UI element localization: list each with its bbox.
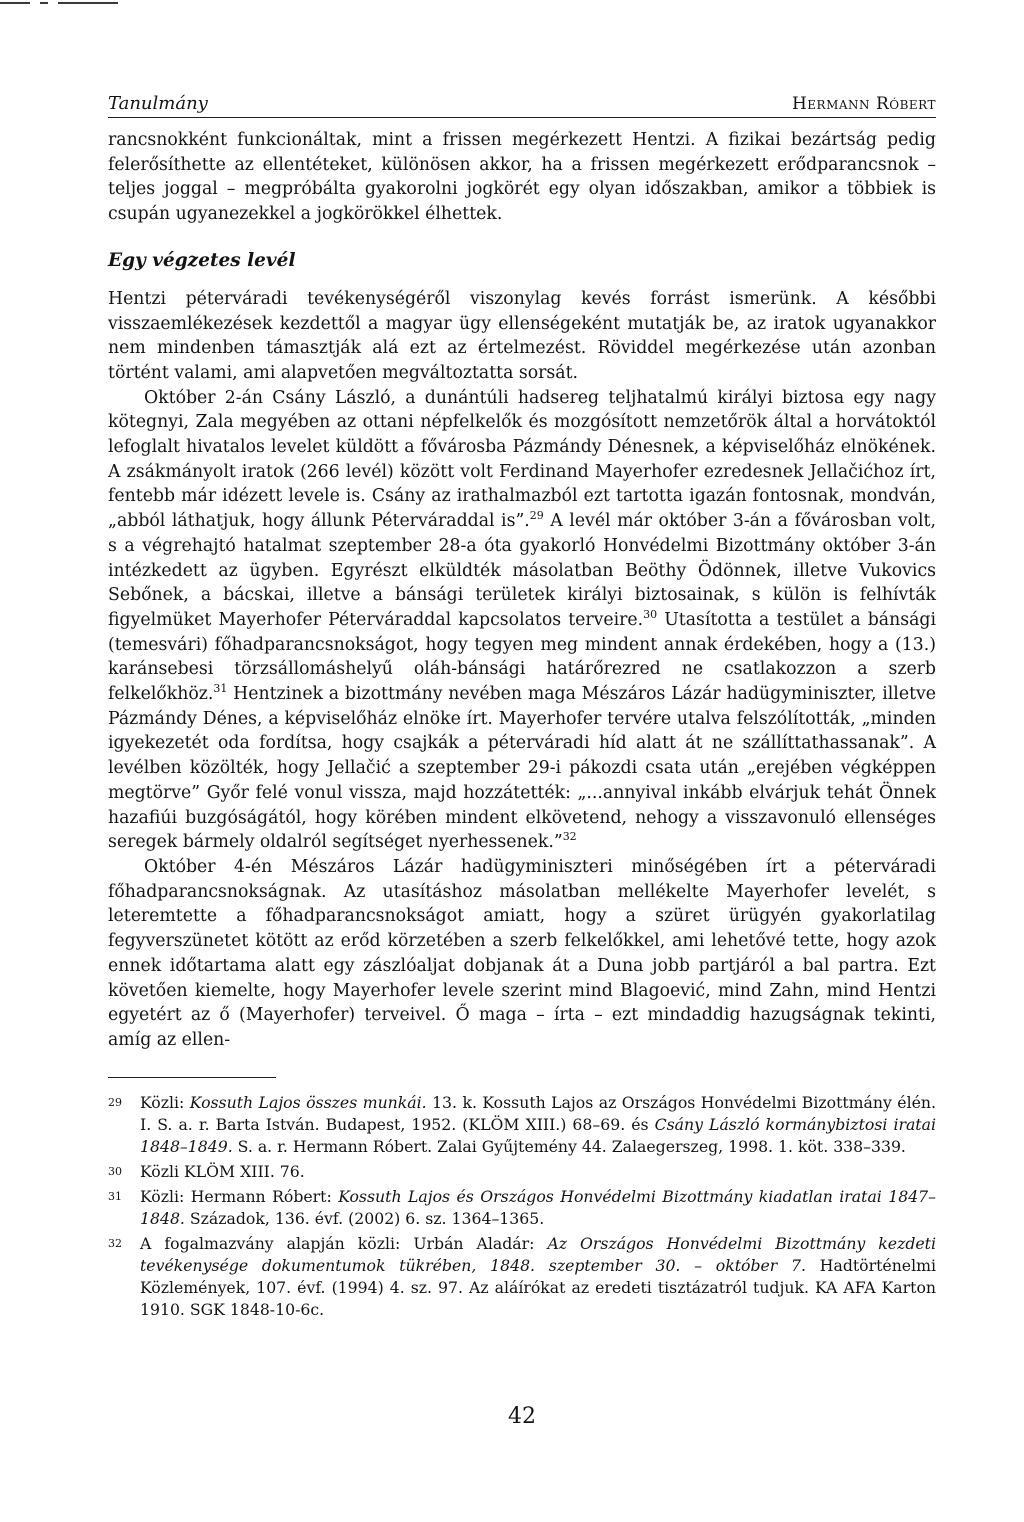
footnote-title: Csány László kormánybiztosi iratai 1848–1849. xyxy=(140,1114,936,1156)
paragraph-text: Hentzinek a bizottmány nevében maga Mészáros Lázár hadügyminiszter, illetve Pázmándy Dénes, a képviselőház elnöke írt. Mayerhofer tervére utalva felszólították, „minden igyekezetét oda fordítsa, hogy csajkák a péterváradi híd alatt át ne szállíttathassanak”. A levélben közölték, hogy Jellačić a szeptember 29-i pákozdi csata után „erejében végképpen megtörve” Győr felé vonul vissza, majd hozzátették: „...annyival inkább elvárjuk tehát Önnek hazafiúi buzgóságától, hogy körében mindent elkövetend, nehogy a visszavonuló ellenséges seregek bármely oldalról segítséget nyerhessenek.” xyxy=(108,684,936,853)
paragraph: rancsnokként funkcionáltak, mint a frissen megérkezett Hentzi. A fizikai bezártság pedig felerősíthette az ellentéteket, különösen akkor, ha a frissen megérkezett erődparancsnok – teljes joggal – megpróbálta gyakorolni jogkörét egy olyan időszakban, amikor a többiek is csupán ugyanezekkel a jogkörökkel élhettek. xyxy=(108,130,936,225)
paragraph-text: A levél már október 3-án a fővárosban volt, s a végrehajtó hatalmat szeptember 28-a óta gyakorló Honvédelmi Bizottmány október 3-án intézkedett az ügyben. Egyrészt elküldték másolatban Beöthy Ödönnek, illetve Vukovics Sebőnek, a bácskai, illetve a bánsági területek királyi biztosainak, s külön is felhívták figyelmüket Mayerhofer Péterváraddal kapcsolatos terveire. xyxy=(108,511,936,630)
footnote-ref[interactable]: 32 xyxy=(562,830,577,844)
footnote-segment: S. a. r. Hermann Róbert. Zalai Gyűjtemény 44. Zalaegerszeg, 1998. 1. köt. 338–339. xyxy=(232,1136,906,1156)
scan-artifact xyxy=(58,2,118,4)
footnote-text xyxy=(140,1233,936,1321)
footnote-title: Kossuth Lajos összes munkái. xyxy=(189,1092,427,1112)
paragraph: Hentzi péterváradi tevékenységéről viszonylag kevés forrást ismerünk. A későbbi visszaemlékezések kezdettől a magyar ügy ellenségeként mutatják be, az iratok ugyanakkor nem mindenben támasztják alá ezt az értelmezést. Röviddel megérkezése után azonban történt valami, ami alapvetően megváltoztatta sorsát. xyxy=(108,288,936,383)
footnote-separator xyxy=(108,1077,276,1078)
footnote-segment: 13. k. Kossuth Lajos az Országos Honvédelmi Bizottmány élén. I. S. a. r. Barta István. Budapest, 1952. (KLÖM XIII.) 68–69. és xyxy=(140,1092,936,1134)
footnote xyxy=(108,1161,936,1183)
footnote-text xyxy=(140,1092,936,1158)
footnote-segment: Közli KLÖM XIII. 76. xyxy=(140,1161,305,1181)
footnote xyxy=(108,1092,936,1158)
footnote-number: 30 xyxy=(108,1164,122,1178)
scan-artifact xyxy=(0,2,30,4)
footnote-text xyxy=(140,1161,936,1183)
body-text xyxy=(108,128,936,1053)
footnote-ref[interactable]: 31 xyxy=(213,682,228,696)
footnote-number: 31 xyxy=(108,1189,122,1203)
footnote xyxy=(108,1186,936,1230)
footnote-title: Az Országos Honvédelmi Bizottmány kezdeti tevékenysége dokumentumok tükrében, 1848. szeptember 30. – október 7. xyxy=(140,1233,936,1275)
footnote-number: 32 xyxy=(108,1236,122,1250)
paragraph-text: Utasította a testület a bánsági (temesvári) főhadparancsnokságot, hogy tegyen meg mindent annak érdekében, hogy a (13.) karánsebesi törzsállomáshelyű oláh-bánsági határőrezred ne csatlakozzon a szerb felkelőkhöz. xyxy=(108,609,936,705)
footnote-title: Kossuth Lajos és Országos Honvédelmi Bizottmány kiadatlan iratai 1847–1848. xyxy=(140,1186,937,1228)
header-section-label: Tanulmány xyxy=(108,93,208,114)
header-author: Hermann Róbert xyxy=(791,94,936,114)
footnotes xyxy=(108,1092,936,1321)
footnote-text xyxy=(140,1186,936,1230)
footnote-segment: Közli: Hermann Róbert: xyxy=(140,1186,339,1206)
page-number: 42 xyxy=(508,1404,536,1429)
paragraph: Október 4-én Mészáros Lázár hadügyminiszteri minőségében írt a péterváradi főhadparancsnokságnak. Az utasításhoz másolatban mellékelte Mayerhofer levelét, s leteremtette a főhadparancsnokságot amiatt, hogy a szüret ürügyén gyakorlatilag fegyverszünetet kötött az erőd körzetében a szerb felkelőkkel, ami lehetővé tette, hogy azok ennek időtartama alatt egy zászlóaljat dobjanak át a Duna jobb partjáról a bal partra. Ezt követően kiemelte, hogy Mayerhofer levele szerint mind Blagoević, mind Zahn, mind Hentzi egyetért az ő (Mayerhofer) terveivel. Ő maga – írta – ezt mindaddig hazugságnak tekinti, amíg az ellen- xyxy=(108,856,936,1050)
paragraph-text: Október 2-án Csány László, a dunántúli hadsereg teljhatalmú királyi biztosa egy nagy kötegnyi, Zala megyében az ottani népfelkelők és mozgósított nemzetőrök által a horvátoktól lefoglalt hivatalos levelet küldött a fővárosba Pázmándy Dénesnek, a képviselőház elnökének. A zsákmányolt iratok (266 levél) között volt Ferdinand Mayerhofer ezredesnek Jellačićhoz írt, fentebb már idézett levele is. Csány az irathalmazból ezt tartotta igazán fontosnak, mondván, „abból láthatjuk, hogy állunk Péterváraddal is”. xyxy=(108,387,936,532)
footnote-segment: Közli: xyxy=(140,1092,190,1112)
footnote-ref[interactable]: 29 xyxy=(529,509,544,523)
footnote-segment: Századok, 136. évf. (2002) 6. sz. 1364–1365. xyxy=(184,1208,545,1228)
footnote-segment: A fogalmazvány alapján közli: Urbán Aladár: xyxy=(140,1233,548,1253)
footnote xyxy=(108,1233,936,1321)
paragraph xyxy=(108,386,936,855)
running-header xyxy=(108,86,936,118)
section-title: Egy végzetes levél xyxy=(108,249,296,271)
document-page xyxy=(108,86,936,1324)
footnote-ref[interactable]: 30 xyxy=(643,608,658,622)
footnote-number: 29 xyxy=(108,1095,122,1109)
scan-artifact xyxy=(40,2,48,4)
footnote-segment: Hadtörténelmi Közlemények, 107. évf. (1994) 4. sz. 97. Az aláírókat az eredeti tisztázatról tudjuk. KA AFA Karton 1910. SGK 1848-10-6c. xyxy=(140,1255,936,1319)
